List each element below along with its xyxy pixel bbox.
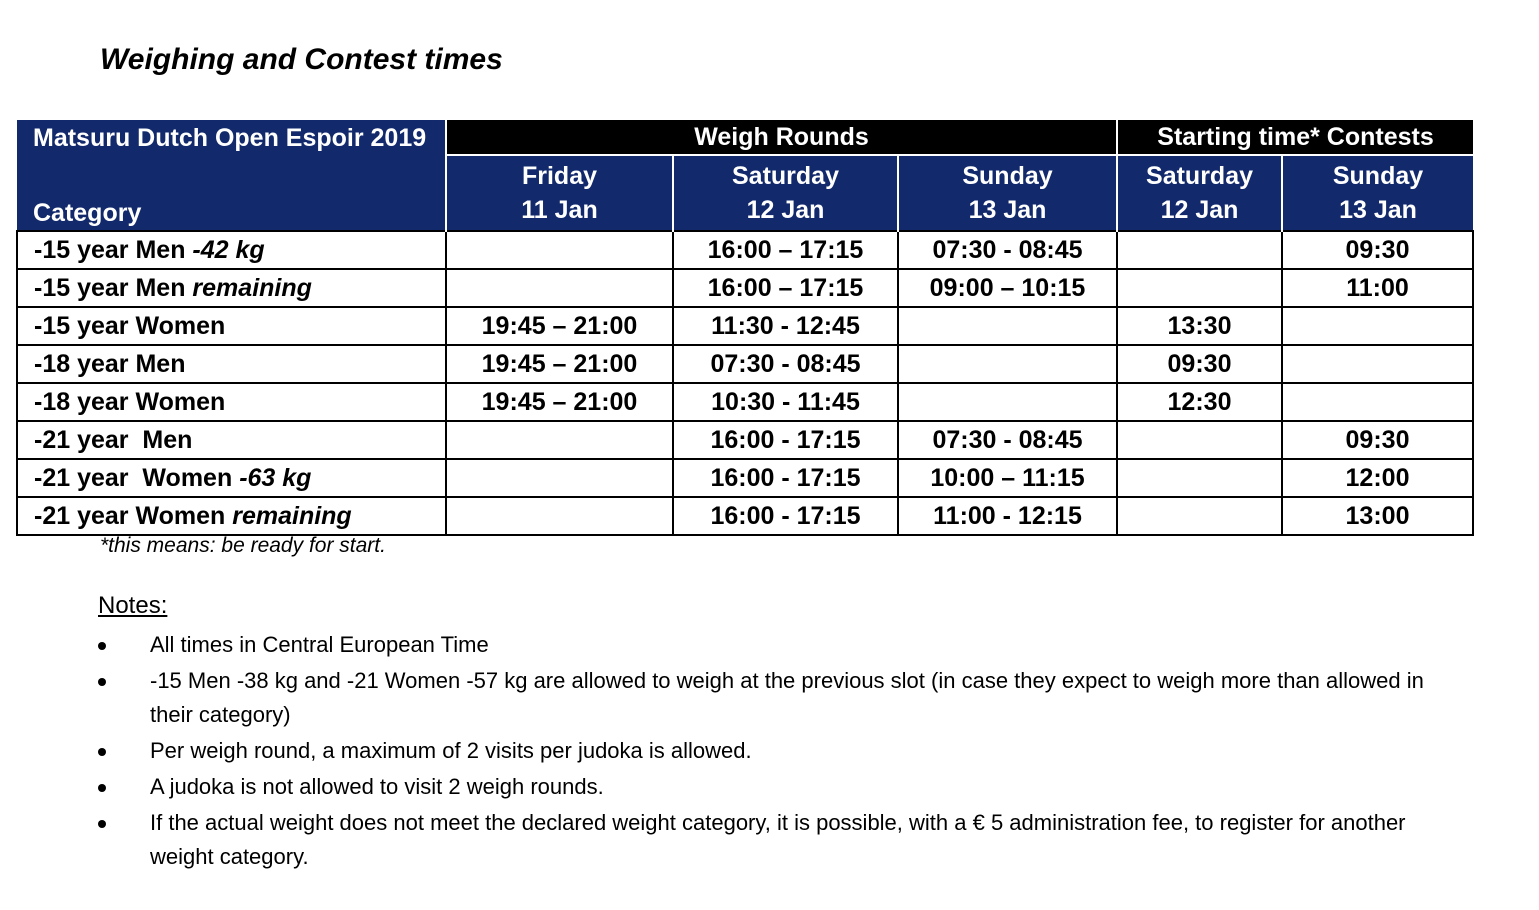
day-header (673, 155, 898, 231)
note-item (98, 770, 1428, 804)
footnote: *this means: be ready for start. (100, 534, 386, 557)
note-text: All times in Central European Time (150, 632, 489, 657)
category-cell (17, 269, 446, 307)
category-qualifier: -63 kg (239, 464, 312, 492)
note-item (98, 628, 1428, 662)
bullet-icon (98, 784, 106, 792)
sunday-contest-cell: 12:00 (1282, 459, 1473, 497)
category-cell (17, 383, 446, 421)
friday-weigh-cell (446, 231, 673, 269)
event-title: Matsuru Dutch Open Espoir 2019 (17, 120, 446, 155)
saturday-weigh-cell: 07:30 - 08:45 (673, 345, 898, 383)
day-date: 12 Jan (746, 196, 825, 224)
day-header (446, 155, 673, 231)
friday-weigh-cell: 19:45 – 21:00 (446, 307, 673, 345)
day-date: 11 Jan (521, 196, 598, 224)
category-cell (17, 497, 446, 535)
category-label: -21 year Women (34, 502, 233, 530)
sunday-contest-cell: 11:00 (1282, 269, 1473, 307)
note-item (98, 806, 1428, 874)
saturday-contest-cell: 12:30 (1117, 383, 1282, 421)
saturday-weigh-cell: 16:00 – 17:15 (673, 269, 898, 307)
category-cell (17, 307, 446, 345)
sunday-weigh-cell (898, 383, 1117, 421)
saturday-weigh-cell: 16:00 – 17:15 (673, 231, 898, 269)
category-label: -21 year Women (34, 464, 240, 492)
category-label: -15 year Men (34, 274, 193, 302)
table-row (17, 421, 1473, 459)
table-row (17, 231, 1473, 269)
contests-header: Starting time* Contests (1117, 120, 1473, 155)
category-label: -15 year Women (34, 312, 226, 340)
day-date: 12 Jan (1160, 196, 1239, 224)
saturday-weigh-cell: 10:30 - 11:45 (673, 383, 898, 421)
friday-weigh-cell (446, 421, 673, 459)
table-row (17, 383, 1473, 421)
table-row (17, 497, 1473, 535)
table-row (17, 269, 1473, 307)
sunday-weigh-cell (898, 345, 1117, 383)
day-name: Saturday (732, 162, 839, 190)
saturday-contest-cell (1117, 269, 1282, 307)
category-cell (17, 345, 446, 383)
notes-heading: Notes: (98, 592, 168, 619)
saturday-contest-cell: 13:30 (1117, 307, 1282, 345)
friday-weigh-cell: 19:45 – 21:00 (446, 383, 673, 421)
notes-list (98, 628, 1428, 876)
friday-weigh-cell (446, 269, 673, 307)
sunday-contest-cell (1282, 383, 1473, 421)
day-header (1282, 155, 1473, 231)
header-row-days (17, 155, 1473, 231)
friday-weigh-cell (446, 497, 673, 535)
saturday-weigh-cell: 16:00 - 17:15 (673, 421, 898, 459)
bullet-icon (98, 678, 106, 686)
day-header (898, 155, 1117, 231)
note-item (98, 734, 1428, 768)
sunday-weigh-cell: 07:30 - 08:45 (898, 231, 1117, 269)
header-row-groups (17, 120, 1473, 155)
sunday-contest-cell: 09:30 (1282, 421, 1473, 459)
sunday-weigh-cell: 09:00 – 10:15 (898, 269, 1117, 307)
category-qualifier: -42 kg (192, 236, 265, 264)
category-cell (17, 421, 446, 459)
bullet-icon (98, 748, 106, 756)
sunday-weigh-cell: 11:00 - 12:15 (898, 497, 1117, 535)
table-row (17, 345, 1473, 383)
note-item (98, 664, 1428, 732)
schedule-table (16, 120, 1474, 536)
weigh-rounds-header: Weigh Rounds (446, 120, 1117, 155)
sunday-weigh-cell: 10:00 – 11:15 (898, 459, 1117, 497)
note-text: If the actual weight does not meet the declared weight category, it is possible, with a € 5 administration fee, to register for another weight category. (150, 810, 1406, 869)
sunday-contest-cell (1282, 345, 1473, 383)
saturday-contest-cell (1117, 231, 1282, 269)
sunday-contest-cell: 09:30 (1282, 231, 1473, 269)
day-name: Saturday (1146, 162, 1253, 190)
table-row (17, 459, 1473, 497)
day-name: Sunday (1332, 162, 1424, 190)
table-row (17, 307, 1473, 345)
schedule-body (17, 231, 1473, 535)
note-text: A judoka is not allowed to visit 2 weigh rounds. (150, 774, 604, 799)
saturday-contest-cell (1117, 421, 1282, 459)
category-label: -15 year Men (34, 236, 193, 264)
category-qualifier: remaining (192, 274, 312, 302)
saturday-contest-cell: 09:30 (1117, 345, 1282, 383)
category-label: -18 year Men (34, 350, 186, 378)
day-name: Friday (521, 162, 598, 190)
note-text: -15 Men -38 kg and -21 Women -57 kg are allowed to weigh at the previous slot (in case they expect to weigh more than allowed in their category) (150, 668, 1424, 727)
category-header: Category (17, 155, 446, 231)
saturday-weigh-cell: 16:00 - 17:15 (673, 459, 898, 497)
friday-weigh-cell: 19:45 – 21:00 (446, 345, 673, 383)
saturday-weigh-cell: 11:30 - 12:45 (673, 307, 898, 345)
category-label: -21 year Men (34, 426, 193, 454)
day-header (1117, 155, 1282, 231)
page-title: Weighing and Contest times (100, 43, 503, 76)
note-text: Per weigh round, a maximum of 2 visits per judoka is allowed. (150, 738, 752, 763)
category-label: -18 year Women (34, 388, 226, 416)
sunday-weigh-cell (898, 307, 1117, 345)
sunday-contest-cell: 13:00 (1282, 497, 1473, 535)
friday-weigh-cell (446, 459, 673, 497)
category-cell (17, 231, 446, 269)
saturday-contest-cell (1117, 459, 1282, 497)
bullet-icon (98, 642, 106, 650)
category-cell (17, 459, 446, 497)
saturday-contest-cell (1117, 497, 1282, 535)
sunday-weigh-cell: 07:30 - 08:45 (898, 421, 1117, 459)
saturday-weigh-cell: 16:00 - 17:15 (673, 497, 898, 535)
category-qualifier: remaining (232, 502, 352, 530)
day-name: Sunday (962, 162, 1053, 190)
sunday-contest-cell (1282, 307, 1473, 345)
day-date: 13 Jan (968, 196, 1047, 224)
bullet-icon (98, 820, 106, 828)
day-date: 13 Jan (1339, 196, 1417, 224)
